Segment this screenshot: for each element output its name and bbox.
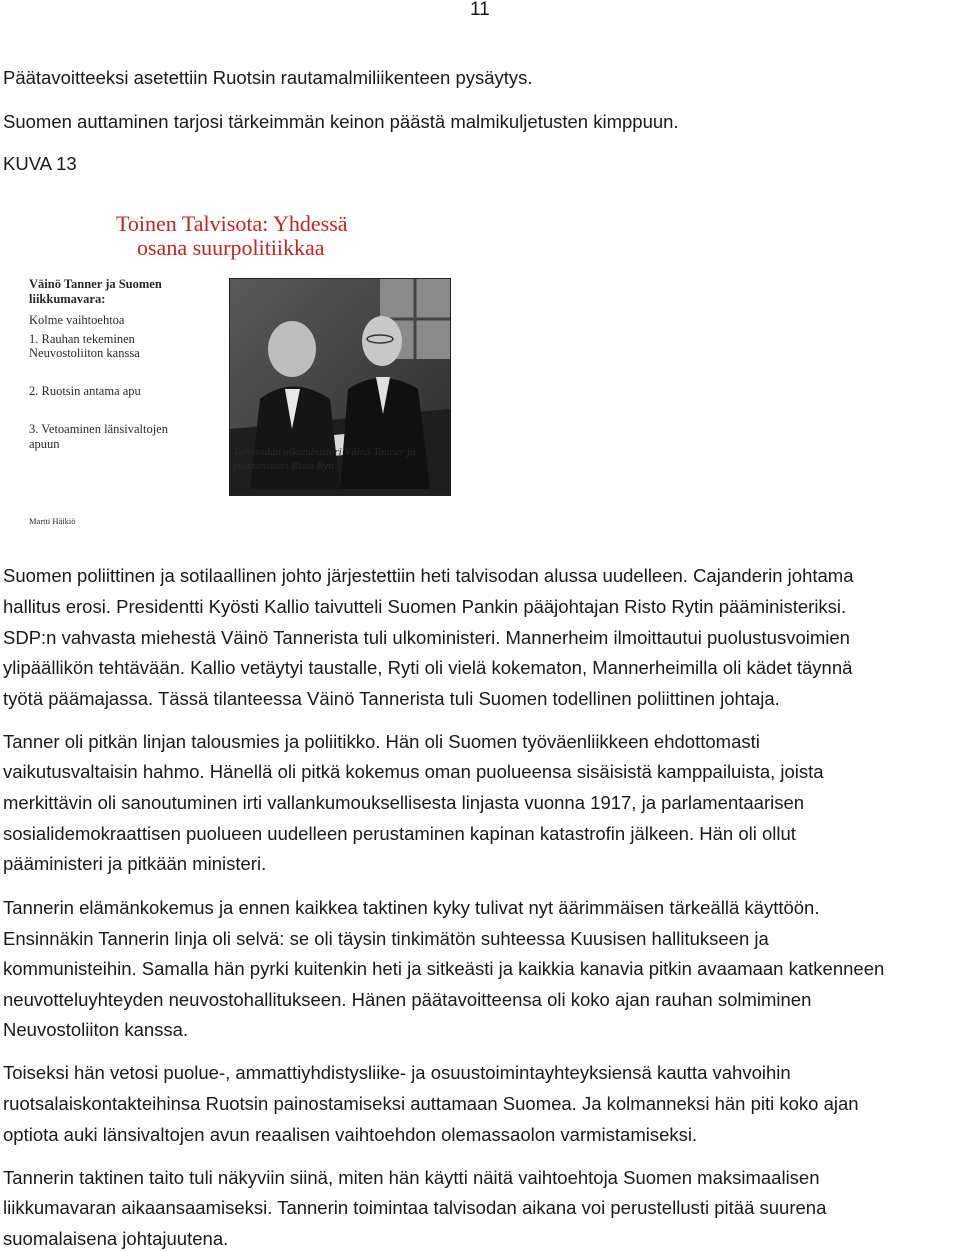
- figure-title-line-2: osana suurpolitiikkaa: [137, 235, 325, 260]
- text-line: Suomen poliittinen ja sotilaallinen johto järjestettiin heti talvisodan alussa uudelleen. Cajanderin johtama: [3, 565, 854, 586]
- intro-line-2: Suomen auttaminen tarjosi tärkeimmän keinon päästä malmikuljetusten kimppuun.: [3, 111, 679, 132]
- text-line: vaikutusvaltaisin hahmo. Hänellä oli pitkä kokemus oman puolueensa sisäisistä kamppailuista, joista: [3, 761, 824, 782]
- figure-side-line: 2. Ruotsin antama apu: [29, 384, 141, 398]
- text-line: Neuvostoliiton kanssa.: [3, 1019, 189, 1040]
- figure-credit: Martti Häikiö: [29, 516, 76, 526]
- text-line: neuvotteluyhteyden neuvostohallitukseen. Hänen päätavoitteensa oli koko ajan rauhan solmiminen: [3, 989, 812, 1010]
- text-line: SDP:n vahvasta miehestä Väinö Tannerista tuli ulkoministeri. Mannerheim ilmoittautui puolustusvoimien: [3, 627, 850, 648]
- figure-side-line: liikkumavara:: [29, 292, 106, 306]
- figure-side-line: Väinö Tanner ja Suomen: [29, 277, 162, 291]
- page-number: 11: [470, 0, 490, 20]
- text-line: Ensinnäkin Tannerin linja oli selvä: se oli täysin tinkimätön suhteessa Kuusisen hallitukseen ja: [3, 928, 769, 949]
- text-line: optiota auki länsivaltojen avun reaalisen vaihtoehdon olemassaolon varmistamiseksi.: [3, 1124, 698, 1145]
- photo-caption-line-2: pääministeri Risto Ryti: [233, 460, 335, 472]
- text-line: työtä päämajassa. Tässä tilanteessa Väinö Tannerista tuli Suomen todellinen poliittinen johtaja.: [3, 688, 780, 709]
- text-line: pääministeri ja pitkään ministeri.: [3, 853, 267, 874]
- text-line: Tanner oli pitkän linjan talousmies ja poliitikko. Hän oli Suomen työväenliikkeen ehdottomasti: [3, 731, 760, 752]
- figure-side-line: 3. Vetoaminen länsivaltojen: [29, 422, 168, 436]
- figure-side-line: apuun: [29, 437, 60, 451]
- text-line: ylipäällikön tehtävään. Kallio vetäytyi taustalle, Ryti oli vielä kokematon, Mannerheimilla oli kädet täynnä: [3, 657, 853, 678]
- figure-side-line: 1. Rauhan tekeminen: [29, 332, 135, 346]
- photo-caption-line-1: Talvisodan ulkoministeri Väinö Tanner ja: [233, 446, 416, 458]
- text-line: ruotsalaiskontakteihinsa Ruotsin painostamiseksi auttamaan Suomea. Ja kolmanneksi hän piti koko ajan: [3, 1093, 859, 1114]
- text-line: sosialidemokraattisen puolueen uudelleen perustaminen kapinan katastrofin jälkeen. Hän oli ollut: [3, 823, 796, 844]
- text-line: Tannerin taktinen taito tuli näkyviin siinä, miten hän käytti näitä vaihtoehtoja Suomen maksimaalisen: [3, 1167, 820, 1188]
- figure-label: KUVA 13: [3, 153, 77, 174]
- text-line: merkittävin oli sanoutuminen irti vallankumouksellisesta linjasta vuonna 1917, ja parlamentaarisen: [3, 792, 805, 813]
- text-line: liikkumavaran aikaansaamiseksi. Tannerin toimintaa talvisodan aikana voi perustellusti pitää suurena: [3, 1197, 827, 1218]
- figure-side-line: Neuvostoliiton kanssa: [29, 346, 140, 360]
- figure-slide: [0, 200, 520, 535]
- figure-side-line: Kolme vaihtoehtoa: [29, 313, 125, 327]
- text-line: kommunisteihin. Samalla hän pyrki kuitenkin heti ja sitkeästi ja kaikkia kanavia pitkin avaamaan katkenneen: [3, 958, 885, 979]
- text-line: suomalaisena johtajuutena.: [3, 1228, 229, 1249]
- text-line: Tannerin elämänkokemus ja ennen kaikkea taktinen kyky tulivat nyt äärimmäisen tärkeällä käyttöön.: [3, 897, 820, 918]
- figure-title-line-1: Toinen Talvisota: Yhdessä: [116, 211, 348, 236]
- text-line: Toiseksi hän vetosi puolue-, ammattiyhdistysliike- ja osuustoimintayhteyksiensä kautta vahvoihin: [3, 1062, 791, 1083]
- text-line: hallitus erosi. Presidentti Kyösti Kallio taivutteli Suomen Pankin pääjohtajan Risto Rytin pääministeriksi.: [3, 596, 847, 617]
- intro-line-1: Päätavoitteeksi asetettiin Ruotsin rautamalmiliikenteen pysäytys.: [3, 67, 533, 88]
